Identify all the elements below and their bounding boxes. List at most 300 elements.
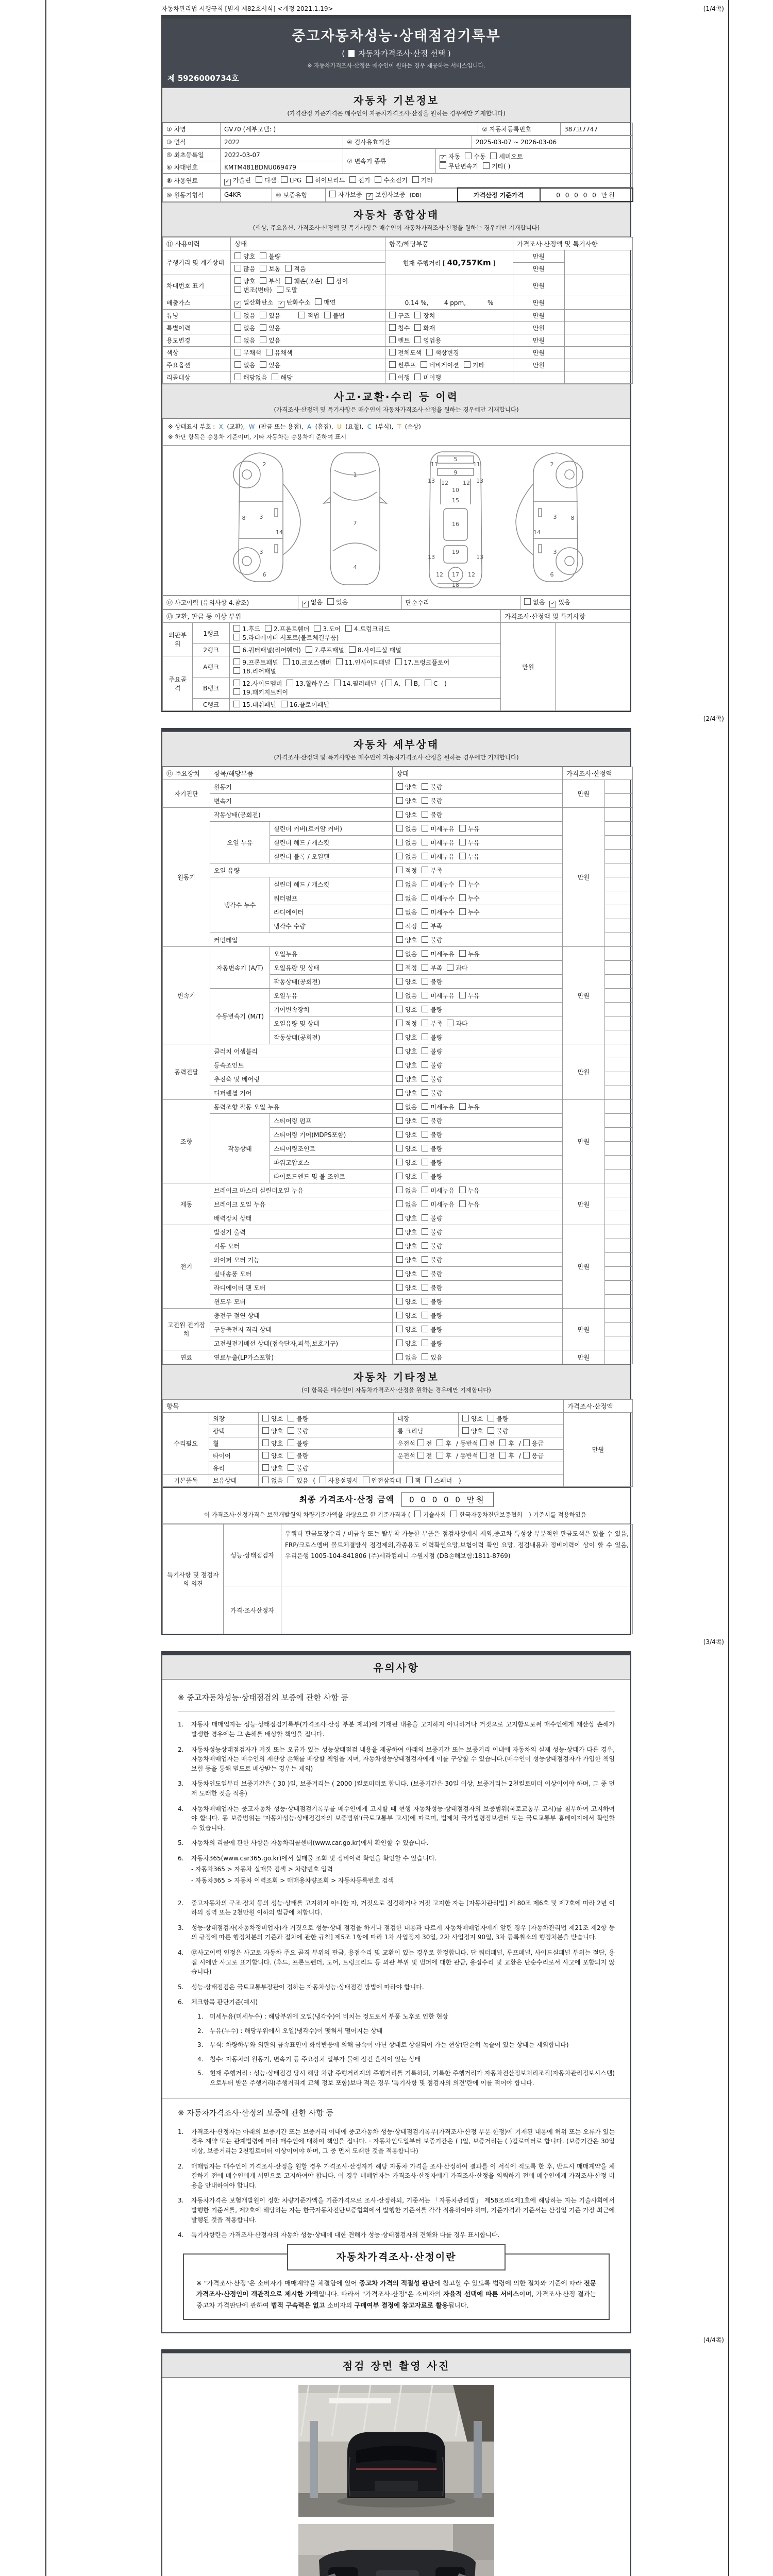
inspection-period-value: 2025-03-07 ~ 2026-03-06: [472, 136, 633, 148]
option: 사용설명서: [320, 1477, 358, 1484]
option: 양호: [396, 1215, 417, 1222]
item-state-options: [393, 1253, 563, 1267]
row-label: 배출가스: [163, 296, 231, 310]
group-price-cell: 만원: [563, 1350, 605, 1364]
group-price-cell: 만원: [563, 1100, 605, 1183]
checkbox-empty: [288, 1452, 294, 1459]
notice-item: [178, 2127, 615, 2156]
option: 부족: [422, 923, 442, 930]
row-label: 차대번호 표기: [163, 275, 231, 296]
checkbox-empty: [256, 176, 262, 183]
option: 해당: [272, 374, 292, 381]
svg-text:4: 4: [353, 564, 357, 571]
notice-item-number: 2.: [178, 2162, 184, 2170]
checkbox-empty: [234, 324, 241, 331]
checkbox-empty: [523, 1439, 530, 1446]
checkbox-empty: [234, 265, 241, 272]
svg-text:2: 2: [550, 461, 554, 468]
item-state-options: [393, 1128, 563, 1142]
row-remark-cell: [605, 780, 633, 794]
mileage-state-2: [231, 263, 385, 275]
basic-info-header: [162, 88, 630, 123]
item-state-options: [393, 1170, 563, 1183]
checkbox-empty: [396, 1103, 403, 1110]
checkbox-checked: [224, 179, 231, 185]
item-state-options: [393, 1267, 563, 1281]
table-row: [163, 1400, 633, 1413]
table-row: [163, 1413, 633, 1425]
checkbox-empty: [327, 277, 334, 284]
item-state-options: [393, 1323, 563, 1336]
checkbox-empty: [396, 936, 403, 943]
checkbox-empty: [465, 152, 472, 159]
option: ✓ 보험사보증: [366, 191, 405, 198]
option: 양호: [396, 1340, 417, 1347]
checkbox-empty: [422, 1089, 428, 1096]
text: (손상): [403, 423, 421, 430]
option: 후: [436, 1452, 451, 1460]
item-state-options: [393, 989, 563, 1003]
inspection-period-label: ④ 검사유효기간: [343, 136, 472, 148]
table-row: [163, 1044, 633, 1058]
col-price-remarks: 가격조사·산정액 및 특기사항: [513, 238, 633, 250]
checkbox-empty: [260, 265, 266, 272]
warranty-suffix: [DB]: [410, 192, 422, 198]
car-name-value: GV70 (세부모델: ): [221, 123, 478, 135]
item-state-options: [393, 794, 563, 808]
text: T: [397, 423, 401, 430]
notice-item-text: ⑫사고이력 인정은 사고로 자동차 주요 골격 부위의 판금, 용접수리 및 교환이 있는 경우로 한정합니다. 단 쿼터패널, 루프패널, 사이드실패널 부위는 절단, 용접 시에만 사고로 표기합니다. (후드, 프론트펜더, 도어, 트렁크리드 등 외판 부위 및 범퍼에 대한 판금, 용접수리 및 교환은 단순수리로서 사고에 포함되지 않습니다): [191, 1949, 615, 1976]
option: 양호: [396, 1312, 417, 1319]
text: 자율적 선택에 따른 서비스: [443, 2290, 519, 2298]
engine-type-value: G4KR: [221, 188, 272, 201]
option: 기타: [412, 177, 433, 184]
text: ) 기준서를 적용하였음: [527, 1511, 587, 1519]
table-row: [163, 1586, 633, 1634]
wheel-position-options: [394, 1437, 564, 1450]
option: 양호: [234, 253, 255, 260]
option: 잭: [406, 1477, 421, 1484]
row-remark-cell: [605, 1225, 633, 1239]
checkbox-empty: [396, 1242, 403, 1249]
polish-label: 광택: [209, 1425, 259, 1437]
text: (: [313, 1477, 317, 1485]
item-state-options: [393, 1197, 563, 1211]
checkbox-empty: [262, 1427, 269, 1434]
option: 양호: [396, 784, 417, 791]
item-label: 타이로드엔드 및 볼 조인트: [270, 1170, 393, 1183]
option: 없음: [396, 992, 417, 999]
svg-text:8: 8: [570, 515, 575, 522]
svg-text:13: 13: [428, 554, 435, 561]
col-item: 항목/해당부품: [385, 238, 513, 250]
option: 있음: [288, 1477, 308, 1484]
item-state-options: [393, 1030, 563, 1044]
option: 양호: [396, 1006, 417, 1013]
checkbox-empty: [422, 1200, 428, 1207]
notice-subitem-number: 1.: [197, 2013, 204, 2020]
etc-title: 자동차 기타정보: [353, 1371, 440, 1384]
item-label: 와이퍼 모터 기능: [210, 1253, 393, 1267]
checkbox-empty: [412, 176, 419, 183]
option: 전: [417, 1452, 432, 1460]
simple-repair-options: [520, 596, 630, 609]
row-remark-cell: [605, 1156, 633, 1170]
text: 구매여부 결정에 참고자료로 활용: [354, 2301, 448, 2309]
svg-text:6: 6: [262, 571, 266, 579]
model-year-value: 2022: [221, 136, 343, 148]
option: 미세누유: [422, 853, 454, 860]
accident-subtitle: (가격조사·산정액 및 특기사항은 매수인이 자동차가격조사·산정을 원하는 경우에만 기재합니다): [274, 406, 519, 413]
table-row: [163, 1197, 633, 1211]
option: 변조(변타): [234, 286, 272, 294]
option: 양호: [396, 1131, 417, 1139]
table-row: [163, 623, 630, 644]
exterior-label: 외장: [209, 1413, 259, 1425]
option: 불량: [422, 1298, 442, 1306]
item-state-options: [393, 891, 563, 905]
notice-item-text: 자동차성능상태점검자가 거짓 또는 오류가 있는 성능상태점검 내용을 제공하여 아래의 보증기간 또는 보증거리 이내에 자동차의 실제 성능·상태가 다른 경우, 자동차매매업자는 매수인의 재산상 손해를 배상할 책임을 지며, 자동차성능상태점검자에게 이를 구상할 수 있습니다.(매수인이 성능상태점검자가 가입한 책임보험 등을 통해 별도로 배상받는 경우는 제외): [191, 1745, 615, 1772]
row-label: 특별이력: [163, 322, 231, 334]
table-row: [163, 359, 633, 371]
row-remark-cell: [605, 1072, 633, 1086]
table-row: [163, 1100, 633, 1114]
checkbox-empty: [233, 625, 240, 632]
option: ✓ 일산화탄소: [234, 299, 273, 306]
base-price-label: 가격산정 기준가격: [458, 188, 540, 201]
car-name-label: ① 차명: [163, 123, 221, 135]
notice-subitem-text: 누유(누수) : 해당부위에서 오일(냉각수)이 맺혀서 떨어지는 상태: [210, 2027, 383, 2035]
svg-text:6: 6: [550, 571, 554, 579]
option: 전: [417, 1440, 432, 1447]
option: 불량: [422, 1326, 442, 1333]
notice-item-text: 성능·상태점검은 국토교통부장관이 정하는 자동차성능·상태점검 방법에 따라야 합니다.: [191, 1983, 424, 1991]
checkbox-empty: [422, 1006, 428, 1012]
text: 소비자의: [325, 2301, 355, 2309]
basic-rows-34: [162, 148, 633, 174]
svg-text:13: 13: [476, 554, 483, 561]
checkbox-empty: [288, 1439, 294, 1446]
exchange-rank-table: [162, 609, 630, 711]
checkbox-empty: [260, 361, 266, 368]
text: A: [307, 423, 312, 430]
checkbox-empty: [396, 1353, 403, 1360]
option: 전기: [349, 177, 370, 184]
notice-subitem-text: 부식: 차량하부와 외판의 금속표면이 화학반응에 의해 금속이 아닌 상태로 상실되어 가는 현상(단순히 녹슬어 있는 상태는 제외합니다): [210, 2041, 569, 2049]
checkbox-empty: [281, 176, 288, 183]
subgroup-label: 냉각수 누수: [210, 877, 270, 933]
option: 불량: [422, 937, 442, 944]
checkbox-empty: [260, 336, 266, 343]
table-row: [163, 1336, 633, 1350]
item-state-options: [393, 1183, 563, 1197]
notice-item-number: 6.: [178, 1854, 184, 1862]
col-item-part: 항목/해당부품: [210, 767, 393, 780]
option: 양호: [396, 798, 417, 805]
checkbox-empty: [459, 1103, 466, 1110]
notice-item-number: 5.: [178, 1983, 184, 1991]
etc-subtitle: (이 항목은 매수인이 자동차가격조사·산정을 원하는 경우에만 기재합니다): [301, 1386, 491, 1394]
col-major-device: ⑭ 주요장치: [163, 767, 210, 780]
option: 없음: [524, 599, 545, 606]
group-고전원 전기장치: 고전원 전기장치: [163, 1309, 210, 1350]
checkbox-empty: [396, 1033, 403, 1040]
option: 이행: [389, 374, 410, 381]
option: 8.사이드실 패널: [349, 647, 401, 654]
checkbox-empty: [422, 894, 428, 901]
checkbox-empty: [422, 811, 428, 818]
option: 5.라디에이터 서포트(볼트체결부품): [233, 634, 339, 641]
option: 있음: [260, 337, 280, 344]
svg-text:17: 17: [452, 571, 459, 579]
option: 기타( ): [483, 163, 510, 170]
appraiser-remarks: [281, 1586, 633, 1634]
notice-section-b-title: ※ 자동차가격조사·산정의 보증에 관한 사항 등: [162, 2098, 630, 2119]
notice-item: [178, 1899, 615, 1918]
row-remark-cell: [605, 1183, 633, 1197]
group-price-cell: 만원: [563, 1309, 605, 1350]
top-chrome-line: [161, 0, 724, 15]
checkbox-empty: [396, 908, 403, 915]
item-state-options: [393, 1142, 563, 1156]
checkbox-empty: [459, 908, 466, 915]
option: 후: [436, 1440, 451, 1447]
checkbox-empty: [396, 1131, 403, 1138]
item-state-options: [393, 961, 563, 975]
item-label: 구동축전지 격리 상태: [210, 1323, 393, 1336]
checkbox-empty: [234, 361, 241, 368]
page-marker-4: (4/4쪽): [703, 2336, 724, 2344]
row-item-options: [385, 347, 513, 359]
page-marker-1: (1/4쪽): [703, 5, 724, 12]
row-label: 리콜대상: [163, 371, 231, 384]
svg-text:14: 14: [533, 529, 541, 536]
item-label: 원동기: [210, 780, 393, 794]
checkbox-empty: [396, 880, 403, 887]
option: 적정: [396, 923, 417, 930]
checkbox-empty: [422, 992, 428, 998]
remark-cell: [565, 296, 633, 310]
text: (교환),: [225, 423, 247, 430]
text: (흠집),: [313, 423, 335, 430]
checkbox-empty: [480, 1439, 487, 1446]
inspector-remarks: 우쿼터 판금도장수리 / 비금속 또는 탈부착 가능한 부품은 점검사항에서 제외,중고차 특성상 부분적인 판금도색은 있을 수 있음, FRP/크로스멤버 볼트체결방식 점검제외,각종용도 이력확인요망,보험이력 확인 요망, 점검내용과 정비이력이 상이 할 수 있음, 우리은행 1005-104-841806 (주)세라컴퍼니 수원지점 (DB손해보험:1811-8769): [281, 1524, 633, 1586]
checkbox-empty: [396, 839, 403, 845]
checkbox-empty: [396, 950, 403, 957]
option: 없음: [234, 325, 255, 332]
checkbox-empty: [440, 162, 446, 169]
checkbox-empty: [396, 1284, 403, 1291]
option: 없음: [396, 825, 417, 833]
basic-info-title: 자동차 기본정보: [353, 94, 440, 107]
checkbox-empty: [459, 839, 466, 845]
option: 응급: [523, 1440, 544, 1447]
checkbox-empty: [459, 894, 466, 901]
checkbox-empty: [396, 853, 403, 859]
notice-subitem-text: 현재 주행거리 : 성능·상태점검 당시 해당 차량 주행거리계의 주행거리를 기록하되, 기록한 주행거리가 자동차전산정보처리조직(자동차관리정보시스템)으로부터 받은 주행거리(주행거리계 교체 정보 포함)보다 적은 경우 '특기사항 및 점검자의 의견'란에 이를 적어야 합니다.: [210, 2070, 615, 2087]
remarks-table: [162, 1524, 633, 1634]
option: 무채색: [234, 349, 261, 357]
title-band: [162, 19, 630, 88]
checkbox-empty: [426, 349, 433, 355]
option: 하이브리드: [306, 177, 345, 184]
basic-info-subtitle: (가격산정 기준가격은 매수인이 자동차가격조사·산정을 원하는 경우에만 기재합니다): [287, 110, 506, 117]
remark-cell: [565, 347, 633, 359]
option: 네비게이션: [421, 362, 459, 369]
price-cell: 만원: [513, 250, 565, 263]
option: 양호: [396, 1117, 417, 1125]
checkbox-empty: [425, 1477, 432, 1483]
checkbox-empty: [459, 853, 466, 859]
item-label: 라디에이터 팬 모터: [210, 1281, 393, 1295]
tire-label: 타이어: [209, 1450, 259, 1462]
checkbox-empty: [327, 598, 334, 605]
item-state-options: [393, 1100, 563, 1114]
option: 없음: [262, 1477, 283, 1484]
item-state-options: [393, 863, 563, 877]
row-remark-cell: [605, 891, 633, 905]
checkbox-empty: [260, 277, 266, 284]
checkbox-empty: [422, 978, 428, 985]
notice-section-a-title: ※ 중고자동차성능·상태점검의 보증에 관한 사항 등: [178, 1688, 615, 1711]
checkbox-empty: [422, 936, 428, 943]
option: 불량: [422, 811, 442, 819]
table-row: [163, 1281, 633, 1295]
item-label: 라디에이터: [270, 905, 393, 919]
notice-subitem-text: 침수: 자동차의 원동기, 변속기 등 주요장치 일부가 물에 잠긴 흔적이 있는 상태: [210, 2055, 421, 2063]
checkbox-empty: [396, 1173, 403, 1179]
option: 불량: [260, 253, 280, 260]
item-state-options: [393, 1336, 563, 1350]
col-etc-item: 항목: [163, 1400, 564, 1413]
option: 보통: [260, 265, 280, 273]
option: 미세누유: [422, 839, 454, 846]
option: 12.사이드멤버: [233, 680, 282, 687]
option: 불량: [422, 1076, 442, 1083]
item-state-options: [393, 850, 563, 863]
checkbox-empty: [459, 825, 466, 832]
option: 불량: [422, 798, 442, 805]
checkbox-empty: [396, 964, 403, 971]
notice-item: [178, 1948, 615, 1977]
checkbox-empty: [396, 1020, 403, 1026]
remark-cell: [565, 310, 633, 322]
table-row: [163, 334, 633, 347]
appraiser-label: 가격·조사산정자: [224, 1586, 281, 1634]
transmission-options: [436, 149, 633, 174]
text: C: [367, 423, 372, 430]
row-state: [231, 359, 385, 371]
checkbox-empty: [233, 680, 240, 686]
detail-header: [162, 732, 630, 767]
remark-cell: [565, 371, 633, 384]
checkbox-empty: [389, 336, 396, 343]
page-block-1: [161, 15, 631, 712]
possession-label: 보유상태: [209, 1475, 259, 1487]
state-code-note: [168, 422, 625, 432]
checkbox-empty: [234, 252, 241, 259]
group-price-cell: 만원: [563, 1183, 605, 1225]
option: 불법: [324, 312, 345, 319]
checkbox-empty: [396, 1298, 403, 1304]
row-label: 용도변경: [163, 334, 231, 347]
svg-text:15: 15: [452, 497, 459, 504]
option: 미세누수: [422, 895, 454, 902]
checkbox-empty: [262, 1415, 269, 1421]
checkbox-empty: [422, 1298, 428, 1304]
svg-text:3: 3: [259, 514, 263, 521]
option: 영업용: [414, 337, 441, 344]
item-state-options: [393, 822, 563, 836]
notice-item-text: 중고자동차의 구조·장치 등의 성능·상태를 고지하지 아니한 자, 거짓으로 점검하거나 거짓 고지한 자는 [자동차관리법] 제 80조 제6호 및 제7호에 따라 2년 이하의 징역 또는 2천만원 이하의 벌금에 처합니다.: [191, 1899, 615, 1917]
item-state-options: [393, 1072, 563, 1086]
inspection-photo-rear: [298, 2385, 494, 2517]
table-row: [163, 1267, 633, 1281]
table-row: [163, 1309, 633, 1323]
option: 없음: [396, 895, 417, 902]
notice-item-number: 4.: [178, 1949, 184, 1957]
remark-cell: [565, 359, 633, 371]
room-cleaning-label: 룸 크리닝: [394, 1425, 459, 1437]
row-remark-cell: [605, 1239, 633, 1253]
price-cell: 만원: [513, 347, 565, 359]
item-label: 실린더 헤드 / 개스킷: [270, 877, 393, 891]
mileage-label: 주행거리 및 계기상태: [163, 250, 231, 275]
notice-subline: - 자동차365 > 자동차 이력조회 > 매매용차량조회 > 자동차등록번호 검색: [191, 1877, 394, 1885]
notice-item: [178, 1923, 615, 1942]
option: ✓ 가솔린: [224, 177, 251, 184]
checkbox-empty: [422, 1228, 428, 1235]
checkbox-empty: [396, 894, 403, 901]
checkbox-empty: [414, 312, 421, 318]
checkbox-empty: [288, 1477, 294, 1483]
option: 7.루프패널: [306, 647, 344, 654]
table-row: [163, 136, 633, 148]
svg-text:14: 14: [276, 529, 283, 536]
option: 16.플로어패널: [281, 701, 329, 708]
option: 후: [499, 1440, 514, 1447]
option: 불량: [288, 1415, 308, 1422]
row-remark-cell: [605, 1350, 633, 1364]
svg-text:13: 13: [476, 478, 483, 485]
checkbox-empty: [396, 992, 403, 998]
item-state-options: [393, 1086, 563, 1100]
checkbox-empty: [488, 1415, 494, 1421]
option: 양호: [396, 1145, 417, 1153]
option: 과다: [447, 1020, 467, 1027]
option: 불량: [422, 1312, 442, 1319]
svg-text:10: 10: [452, 487, 459, 494]
row-state: [231, 322, 385, 334]
row-remark-cell: [605, 1197, 633, 1211]
checkbox-empty: [396, 1326, 403, 1332]
option: 기타: [464, 362, 484, 369]
notice-subitem-number: 2.: [197, 2027, 204, 2035]
item-label: 스티어링조인트: [270, 1142, 393, 1156]
table-row: [163, 780, 633, 794]
option: 없음: [396, 1187, 417, 1194]
notice-item-number: 4.: [178, 1805, 184, 1812]
checkbox-empty: [336, 658, 343, 665]
row-remark-cell: [605, 822, 633, 836]
price-cell: 만원: [513, 334, 565, 347]
notice-item-text: 자동차인도일부터 보증기간은 ( 30 )일, 보증거리는 ( 2000 )킬로미터로 합니다. (보증기간은 30일 이상, 보증거리는 2천킬로미터 이상이어야 하며, 그 중 먼저 도래한 것을 적용): [191, 1780, 615, 1797]
group-동력전달: 동력전달: [163, 1044, 210, 1100]
option: 양호: [396, 1243, 417, 1250]
option: 불량: [422, 784, 442, 791]
item-label: 연료누출(LP가스포함): [210, 1350, 393, 1364]
option: 기술사회: [414, 1511, 446, 1518]
